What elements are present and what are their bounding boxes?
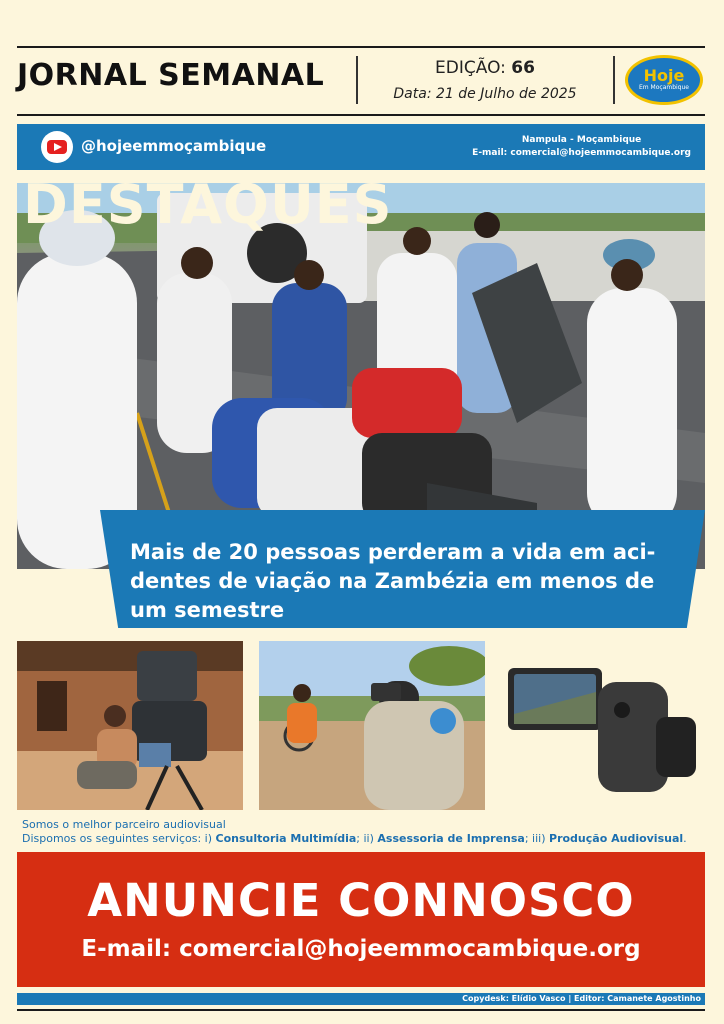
photo-interview (259, 641, 485, 810)
masthead-divider-left (356, 56, 358, 104)
footer-credits: Copydesk: Elídio Vasco | Editor: Camanete Agostinho (462, 994, 701, 1003)
services-list (22, 832, 687, 845)
bottom-rule (17, 1009, 705, 1011)
service-producao: Produção Audiovisual (549, 832, 684, 845)
date-value: 21 de Julho de 2025 (436, 86, 577, 102)
services-tagline: Somos o melhor parceiro audiovisual (22, 818, 226, 831)
contact-location: Nampula - Moçambique (521, 135, 642, 145)
advertise-box (17, 852, 705, 987)
issue-date (370, 86, 600, 102)
youtube-handle[interactable]: @hojeemmoçambique (81, 137, 267, 155)
date-label: Data: (393, 86, 432, 102)
brand-logo (625, 55, 703, 105)
youtube-icon[interactable] (41, 131, 73, 163)
masthead-divider-right (613, 56, 615, 104)
advertise-email[interactable]: E-mail: comercial@hojeemmocambique.org (81, 936, 641, 962)
contact-email[interactable]: E-mail: comercial@hojeemmocambique.org (472, 148, 691, 158)
contact-bar (17, 124, 705, 170)
services-intro: Dispomos os seguintes serviços: i) (22, 832, 216, 845)
edition-label: EDIÇÃO: (435, 58, 506, 78)
services-sep1: ; ii) (356, 832, 378, 845)
footer-bar (17, 993, 705, 1005)
photo-camera-operator (17, 641, 243, 810)
headline-text[interactable]: Mais de 20 pessoas perderam a vida em aci-dentes de viação na Zambézia em menos de um semestre (130, 540, 656, 622)
advertise-title: ANUNCIE CONNOSCO (87, 874, 635, 927)
edition-number: 66 (511, 58, 535, 78)
video-camera-image (506, 662, 702, 796)
masthead-title: JORNAL SEMANAL (17, 58, 325, 93)
logo-sub-text: Em Moçambique (639, 84, 689, 91)
section-heading: DESTAQUES (23, 183, 393, 236)
service-assessoria: Assessoria de Imprensa (377, 832, 525, 845)
masthead-bottom-rule (17, 114, 705, 116)
contact-info (472, 134, 691, 160)
services-sep2: ; iii) (524, 832, 550, 845)
services-end: . (683, 832, 687, 845)
edition-info (370, 58, 600, 78)
top-rule (17, 46, 705, 48)
service-consultoria: Consultoria Multimídia (215, 832, 357, 845)
logo-main-text: Hoje (643, 66, 685, 85)
